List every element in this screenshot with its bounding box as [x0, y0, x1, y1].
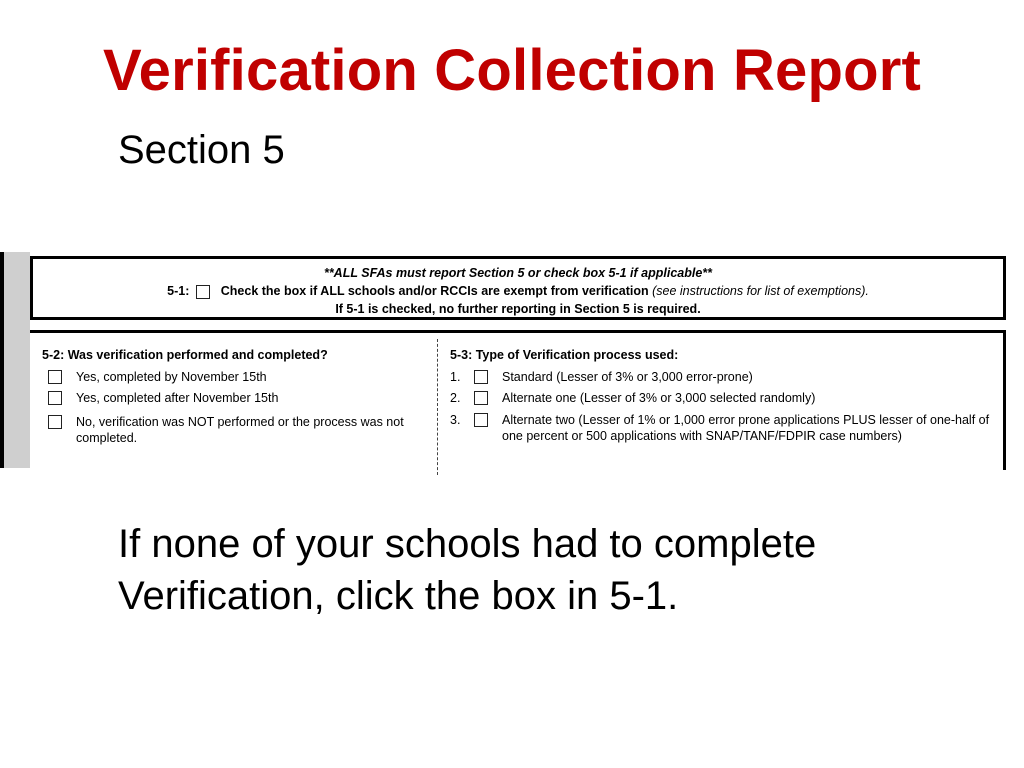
item-5-1-hint: (see instructions for list of exemptions).: [652, 284, 869, 298]
option-5-3-1-text: Standard (Lesser of 3% or 3,000 error-prone): [502, 370, 753, 384]
instruction-text: If none of your schools had to complete Verification, click the box in 5-1.: [118, 522, 817, 618]
item-5-1-row: [33, 283, 1003, 299]
item-5-1-label: 5-1:: [167, 284, 190, 298]
option-5-3-3-text: Alternate two (Lesser of 1% or 1,000 error prone applications PLUS lesser of one-half of one percent or 500 applications with SNAP/TANF/FDPIR case numbers): [502, 413, 990, 443]
form-margin-strip: [0, 252, 30, 468]
form-excerpt: [0, 252, 1010, 468]
section-5-2-5-3-box: [30, 330, 1006, 470]
item-5-1-note: If 5-1 is checked, no further reporting in Section 5 is required.: [335, 302, 701, 316]
item-5-3-heading: 5-3: Type of Verification process used:: [450, 348, 679, 362]
header-note: **ALL SFAs must report Section 5 or check box 5-1 if applicable**: [323, 266, 713, 280]
checkbox-5-2-2[interactable]: [48, 391, 62, 405]
checkbox-5-2-3[interactable]: [48, 415, 62, 429]
slide-subtitle: Section 5: [118, 128, 285, 172]
checkbox-5-3-1[interactable]: [474, 370, 488, 384]
option-5-3-2-text: Alternate one (Lesser of 3% or 3,000 selected randomly): [502, 391, 816, 405]
option-5-2-3-text: No, verification was NOT performed or the process was not completed.: [76, 415, 404, 445]
item-5-2-heading: 5-2: Was verification performed and completed?: [42, 348, 328, 362]
option-5-3-1-number: 1.: [450, 370, 461, 384]
slide-title: Verification Collection Report: [102, 38, 922, 103]
section-5-1-box: [30, 256, 1006, 320]
option-5-2-2-text: Yes, completed after November 15th: [76, 391, 279, 405]
checkbox-5-3-2[interactable]: [474, 391, 488, 405]
checkbox-5-1[interactable]: [196, 285, 210, 299]
option-5-2-1-text: Yes, completed by November 15th: [76, 370, 267, 384]
column-divider: [437, 339, 438, 475]
checkbox-5-2-1[interactable]: [48, 370, 62, 384]
option-5-3-2-number: 2.: [450, 391, 461, 405]
item-5-1-text: Check the box if ALL schools and/or RCCIs are exempt from verification: [220, 284, 649, 298]
checkbox-5-3-3[interactable]: [474, 413, 488, 427]
option-5-3-3-number: 3.: [450, 413, 461, 427]
